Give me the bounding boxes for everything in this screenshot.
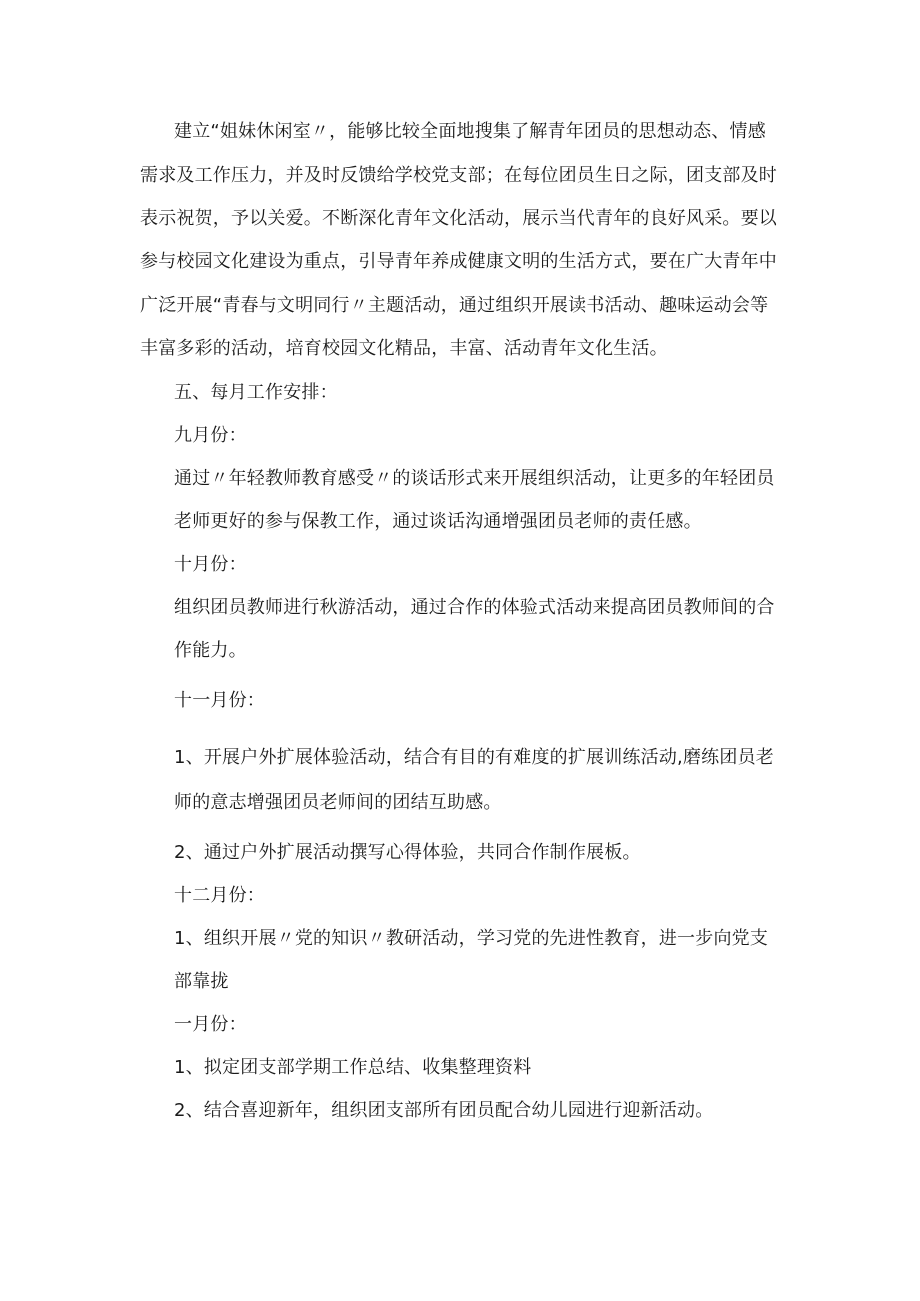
month-heading: 一月份： <box>174 1014 247 1035</box>
paragraph-line: 作能力。 <box>174 640 247 661</box>
section-heading: 五、每月工作安排： <box>174 382 338 403</box>
paragraph-line: 通过〃年轻教师教育感受〃的谈话形式来开展组织活动，让更多的年轻团员 <box>174 468 775 489</box>
list-item: 2、通过户外扩展活动撰写心得体验，共同合作制作展板。 <box>174 842 641 863</box>
paragraph-line: 丰富多彩的活动，培育校园文化精品，丰富、活动青年文化生活。 <box>140 338 668 359</box>
month-heading: 十一月份： <box>174 690 265 711</box>
list-item: 2、结合喜迎新年，组织团支部所有团员配合幼儿园进行迎新活动。 <box>174 1100 714 1121</box>
paragraph-line: 老师更好的参与保教工作，通过谈话沟通增强团员老师的责任感。 <box>174 511 702 532</box>
list-item: 部靠拢 <box>174 971 229 992</box>
paragraph-line: 广泛开展“青春与文明同行〃主题活动，通过组织开展读书活动、趣味运动会等 <box>140 295 769 316</box>
list-item: 师的意志增强团员老师间的团结互助感。 <box>174 792 502 813</box>
month-heading: 十月份： <box>174 554 247 575</box>
paragraph-line: 建立“姐妹休闲室〃，能够比较全面地搜集了解青年团员的思想动态、情感 <box>174 121 766 142</box>
month-heading: 十二月份： <box>174 885 265 906</box>
paragraph-line: 表示祝贺，予以关爱。不断深化青年文化活动，展示当代青年的良好风采。要以 <box>140 208 777 229</box>
list-item: 1、拟定团支部学期工作总结、收集整理资料 <box>174 1057 532 1078</box>
paragraph-line: 参与校园文化建设为重点，引导青年养成健康文明的生活方式，要在广大青年中 <box>140 251 777 272</box>
list-item: 1、组织开展〃党的知识〃教研活动，学习党的先进性教育，进一步向党支 <box>174 928 769 949</box>
month-heading: 九月份： <box>174 425 247 446</box>
paragraph-line: 组织团员教师进行秋游活动，通过合作的体验式活动来提高团员教师间的合 <box>174 597 775 618</box>
paragraph-line: 需求及工作压力，并及时反馈给学校党支部；在每位团员生日之际，团支部及时 <box>140 165 777 186</box>
list-item: 1、开展户外扩展体验活动，结合有目的有难度的扩展训练活动,磨练团员老 <box>174 747 774 768</box>
